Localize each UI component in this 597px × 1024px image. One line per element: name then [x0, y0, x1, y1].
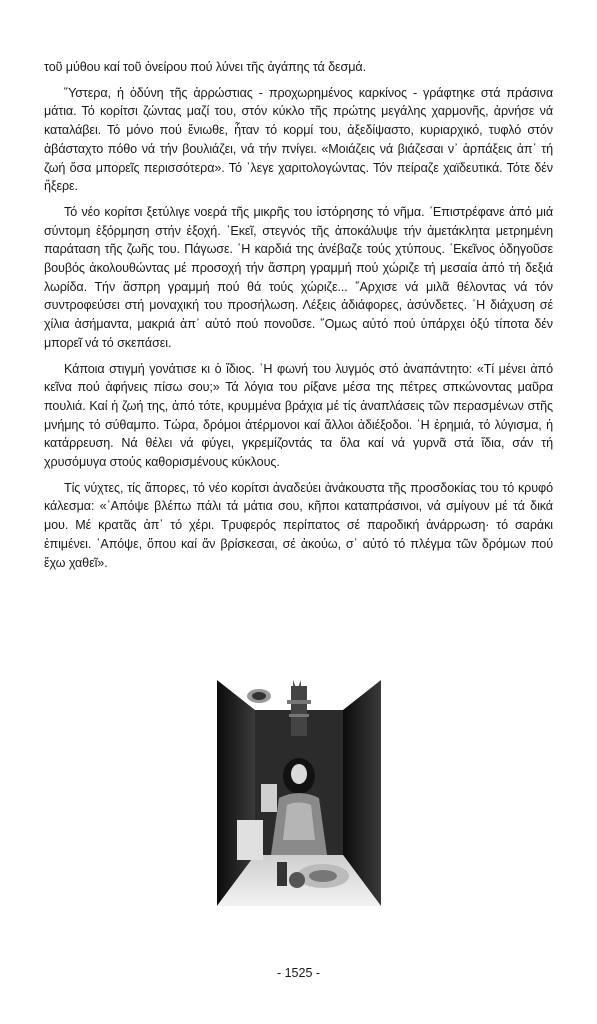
page-number: - 1525 -	[276, 966, 321, 980]
paragraph-1: τοῦ μύθου καί τοῦ ὀνείρου πού λύνει τῆς ἀγάπης τά δεσμά.	[44, 60, 366, 74]
text-column	[44, 58, 553, 579]
paragraph-4: Κάποια στιγμή γονάτισε κι ὁ ἴδιος. ῾Η φωνή του λυγμός στό ἀναπάντητο: «Τί μένει ἀπό κεῖνα πού ἀφήνεις πίσω σου;» Τά λόγια του ρίξανε μέσα της πέτρες σπκώνοντας μαῦρα πουλιά. Καί ἡ ζωή της, ἀπό τότε, κρυμμένα βράχια μέ τίς ἀναπλάσεις τῶν περασμένων στῆς μνήμης τό σύθαμπο. Τώρα, δρόμοι ἀτέρμονοι καί ἄλλοι ἀδιέξοδοι. ῾Η ἐρημιά, τό λύγισμα, ἡ κατάρρευση. Νά θέλει νά φύγει, γκρεμίζοντάς τα ὅλα καί νά γυρνᾶ στά ἴδια, σάν τή χρυσόμυγα στούς καθορισμένους κύκλους.	[44, 361, 553, 470]
paragraph-3: Τό νέο κορίτσι ξετύλιγε νοερά τῆς μικρῆς του ἱστόρησης τό νῆμα. ᾿Επιστρέφανε ἀπό μιά σύντομη ἐξόρμηση στήν ἐξοχή. ᾿Εκεῖ, στεγνός τῆς ἀποκάλυψε τήν ἀμετάκλητα μετρημένη παράταση τῆς ζωῆς του. Πάγωσε. ῾Η καρδιά της ἀνέβαζε τούς χτύπους. ᾿Εκεῖνος ὁδηγοῦσε βουβός ἀκολουθώντας μέ προσοχή τήν ἄσπρη γραμμή πού χώριζε τή μεσαία ἀπό τή δεξιά λωρίδα. Τήν ἄσπρη γραμμή πού θά τούς χώριζε... ῎Αρχισε νά μιλᾶ θέλοντας νά τόν συντροφεύσει στή μοναχική του προσήλωση. Λέξεις ἀδιάφορες, ἀσύνδετες. ῾Η διάχυση σέ χίλια ἀσήμαντα, μακριά ἀπ᾿ αὐτό πού πονοῦσε. ῞Ομως αὐτό πού ὑπάρχει ὀξύ τίποτα δέν μπορεῖ νά τό σκεπάσει.	[44, 204, 553, 350]
paragraph-5: Τίς νύχτες, τίς ἄπορες, τό νέο κορίτσι ἀναδεύει ἀνάκουστα τῆς προσδοκίας του τό κρυφό κάλεσμα: «᾿Απόψε βλέπω πάλι τά μάτια σου, κῆποι καταπράσινοι, νά σμίγουν μέ τά δικά μου. Μέ κρατᾶς ἀπ᾿ τό χέρι. Τρυφερός περίπατος σέ παροδική ἀνάρρωση· τό σαράκι ἐπιμένει. ᾿Απόψε, ὅπου καί ἄν βρίσκεσαι, σέ ἀκούω, σ᾿ αὐτό τό πλέγμα τῶν δρόμων πού ἔχω χαθεῖ».	[44, 480, 553, 570]
paragraph-2: ῞Υστερα, ἡ ὀδύνη τῆς ἀρρώστιας - προχωρημένος καρκίνος - γράφτηκε στά πράσινα μάτια. Τό κορίτσι ζώντας μαζί του, στόν κύκλο τῆς πρώτης μεγάλης χαρμονῆς, ἀρνήσε νά καταλάβει. Τό μόνο πού ἔνιωθε, ἦταν τό κορμί του, ἀξεδίψαστο, κυριαρχικό, τυφλό στόν ἀβάσταχτο πόθο νά τήν βουλιάζει, νά τήν πνίγει. «Μοιάζεις νά βιάζεσαι ν᾿ ἁρπάξεις ἀπ᾿ τή ζωή ὅσα μπορεῖς περισσότερα». Τό ᾿λεγε χαριτολογώντας. Τόν πείραζε χαϊδευτικά. Τότε δέν ἤξερε.	[44, 85, 553, 194]
collage-illustration	[217, 680, 381, 906]
